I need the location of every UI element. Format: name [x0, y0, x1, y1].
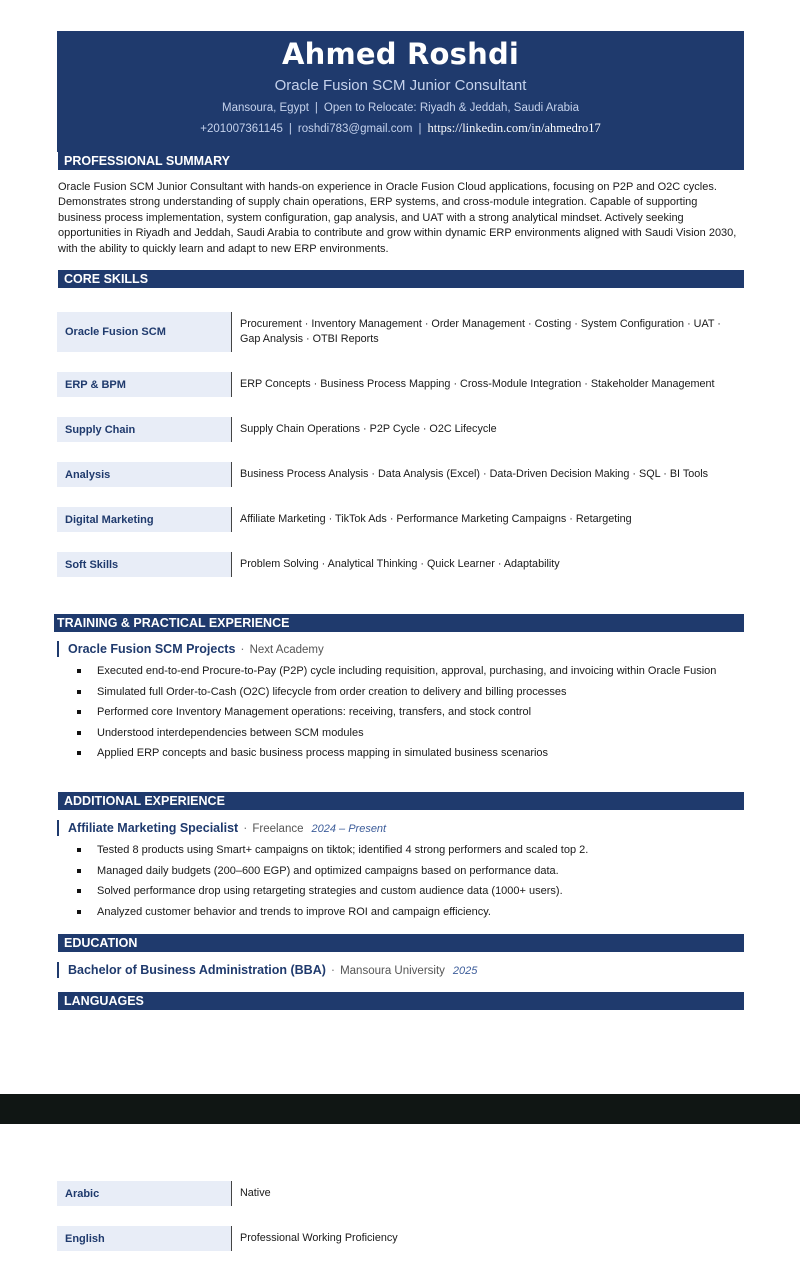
skill-divider — [231, 507, 232, 532]
location-line — [57, 102, 744, 114]
skill-label: Oracle Fusion SCM — [57, 312, 232, 352]
contact-line — [57, 121, 744, 136]
skill-label: Analysis — [57, 462, 232, 487]
skill-divider — [231, 372, 232, 397]
resume-header — [57, 31, 744, 170]
phone: +201007361145 — [200, 123, 283, 135]
skill-value: ERP Concepts · Business Process Mapping · Cross-Module Integration · Stakeholder Management — [240, 378, 715, 390]
list-item: Solved performance drop using retargeting strategies and custom audience data (1000+ users). — [76, 884, 736, 899]
skill-label: Soft Skills — [57, 552, 232, 577]
candidate-name: Ahmed Roshdi — [281, 37, 520, 71]
education-school: Mansoura University — [340, 965, 445, 977]
candidate-title: Oracle Fusion SCM Junior Consultant — [274, 77, 527, 94]
additional-org: Freelance — [252, 823, 304, 835]
section-education: EDUCATION — [54, 934, 744, 952]
separator: | — [288, 123, 292, 135]
skill-divider — [231, 552, 232, 577]
skill-value: Affiliate Marketing · TikTok Ads · Performance Marketing Campaigns · Retargeting — [240, 513, 632, 525]
section-training: TRAINING & PRACTICAL EXPERIENCE — [54, 614, 744, 632]
list-item: Tested 8 products using Smart+ campaigns on tiktok; identified 4 strong performers and scaled top 2. — [76, 843, 736, 858]
list-item: Executed end-to-end Procure-to-Pay (P2P) cycle including requisition, approval, purchasing, and invoicing within Oracle Fusion — [76, 664, 736, 679]
training-role: Oracle Fusion SCM Projects — [68, 642, 236, 656]
list-item: Analyzed customer behavior and trends to improve ROI and campaign efficiency. — [76, 905, 736, 920]
section-core-skills: CORE SKILLS — [54, 270, 744, 288]
skill-divider — [231, 417, 232, 442]
training-org: Next Academy — [249, 644, 324, 656]
skill-label: Supply Chain — [57, 417, 232, 442]
page-break-band — [0, 1094, 800, 1124]
skill-value: Business Process Analysis · Data Analysis (Excel) · Data-Driven Decision Making · SQL · BI Tools — [240, 468, 709, 480]
education-year: 2025 — [452, 965, 478, 977]
language-value: Professional Working Proficiency — [240, 1232, 398, 1244]
additional-bullets — [76, 843, 736, 919]
summary-text: Oracle Fusion SCM Junior Consultant with hands-on experience in Oracle Fusion Cloud applications, focusing on P2P and O2C cycles. Demonstrates strong understanding of supply chain operations, ERP systems, and cross-module integration. Capable of supporting business process implementation, system configuration, gap analysis, and UAT with a strong analytical mindset. Actively seeking opportunities in Riyadh and Jeddah, Saudi Arabia to contribute and grow within dynamic ERP environments aligned with Saudi Vision 2030, with the ability to quickly learn and adapt to new ERP environments. — [58, 181, 737, 255]
location: Mansoura, Egypt — [221, 102, 309, 114]
skill-label: Digital Marketing — [57, 507, 232, 532]
language-label: English — [57, 1226, 232, 1251]
training-entry-head — [57, 641, 324, 657]
section-professional-summary: PROFESSIONAL SUMMARY — [54, 152, 744, 170]
separator: | — [418, 123, 422, 135]
list-item: Managed daily budgets (200–600 EGP) and optimized campaigns based on performance data. — [76, 864, 736, 879]
language-divider — [231, 1226, 232, 1251]
skill-value: Procurement · Inventory Management · Order Management · Costing · System Configuration · UAT · Gap Analysis · OTBI Reports — [240, 318, 721, 345]
additional-date: 2024 – Present — [311, 823, 387, 835]
separator: | — [314, 102, 318, 114]
section-languages: LANGUAGES — [54, 992, 744, 1010]
language-value: Native — [240, 1187, 271, 1199]
education-degree: Bachelor of Business Administration (BBA) — [68, 963, 326, 977]
list-item: Simulated full Order-to-Cash (O2C) lifecycle from order creation to delivery and billing processes — [76, 685, 736, 700]
skill-value: Supply Chain Operations · P2P Cycle · O2C Lifecycle — [240, 423, 497, 435]
section-additional-experience: ADDITIONAL EXPERIENCE — [54, 792, 744, 810]
education-entry-head — [57, 962, 477, 978]
middle-dot: · — [243, 821, 248, 835]
skill-divider — [231, 312, 232, 352]
linkedin-link[interactable]: https://linkedin.com/in/ahmedro17 — [427, 121, 601, 135]
list-item: Understood interdependencies between SCM modules — [76, 726, 736, 741]
skill-value: Problem Solving · Analytical Thinking · Quick Learner · Adaptability — [240, 558, 560, 570]
language-label: Arabic — [57, 1181, 232, 1206]
language-divider — [231, 1181, 232, 1206]
middle-dot: · — [330, 963, 336, 977]
training-bullets — [76, 664, 736, 761]
list-item: Applied ERP concepts and basic business process mapping in simulated business scenarios — [76, 746, 736, 761]
skill-label: ERP & BPM — [57, 372, 232, 397]
additional-entry-head — [57, 820, 386, 836]
relocate: Open to Relocate: Riyadh & Jeddah, Saudi Arabia — [323, 102, 580, 114]
skill-divider — [231, 462, 232, 487]
additional-role: Affiliate Marketing Specialist — [68, 821, 239, 835]
middle-dot: · — [240, 642, 245, 656]
list-item: Performed core Inventory Management operations: receiving, transfers, and stock control — [76, 705, 736, 720]
email-link[interactable]: roshdi783@gmail.com — [297, 123, 413, 135]
